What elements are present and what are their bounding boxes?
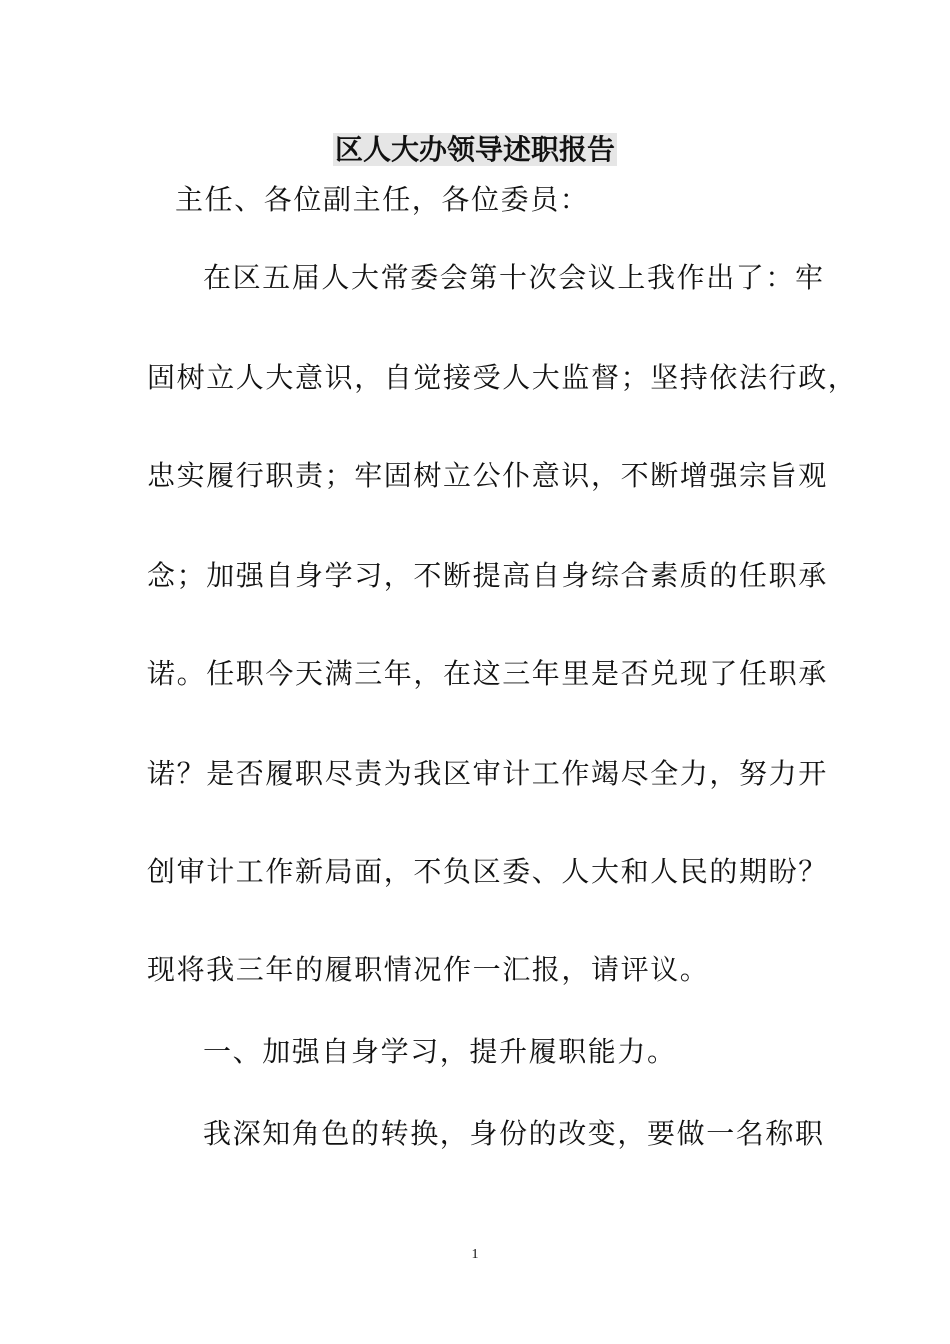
paragraph-line: 我深知角色的转换，身份的改变，要做一名称职: [203, 1117, 825, 1150]
section-heading: 一、加强自身学习，提升履职能力。: [203, 1035, 677, 1068]
paragraph-line: 在区五届人大常委会第十次会议上我作出了：牢: [203, 261, 825, 294]
paragraph-line: 创审计工作新局面，不负区委、人大和人民的期盼？: [147, 855, 828, 888]
paragraph-line: 固树立人大意识，自觉接受人大监督；坚持依法行政，: [147, 361, 858, 394]
paragraph-line: 现将我三年的履职情况作一汇报，请评议。: [147, 953, 710, 986]
paragraph-line: 诺？是否履职尽责为我区审计工作竭尽全力，努力开: [147, 757, 828, 790]
paragraph-line: 忠实履行职责；牢固树立公仆意识，不断增强宗旨观: [147, 459, 828, 492]
paragraph-line: 诺。任职今天满三年，在这三年里是否兑现了任职承: [147, 657, 828, 690]
document-title: [0, 128, 950, 172]
title-text: 区人大办领导述职报告: [334, 133, 615, 166]
salutation: 主任、各位副主任，各位委员：: [175, 183, 590, 216]
paragraph-line: 念；加强自身学习，不断提高自身综合素质的任职承: [147, 559, 828, 592]
page-number: 1: [471, 1247, 479, 1262]
